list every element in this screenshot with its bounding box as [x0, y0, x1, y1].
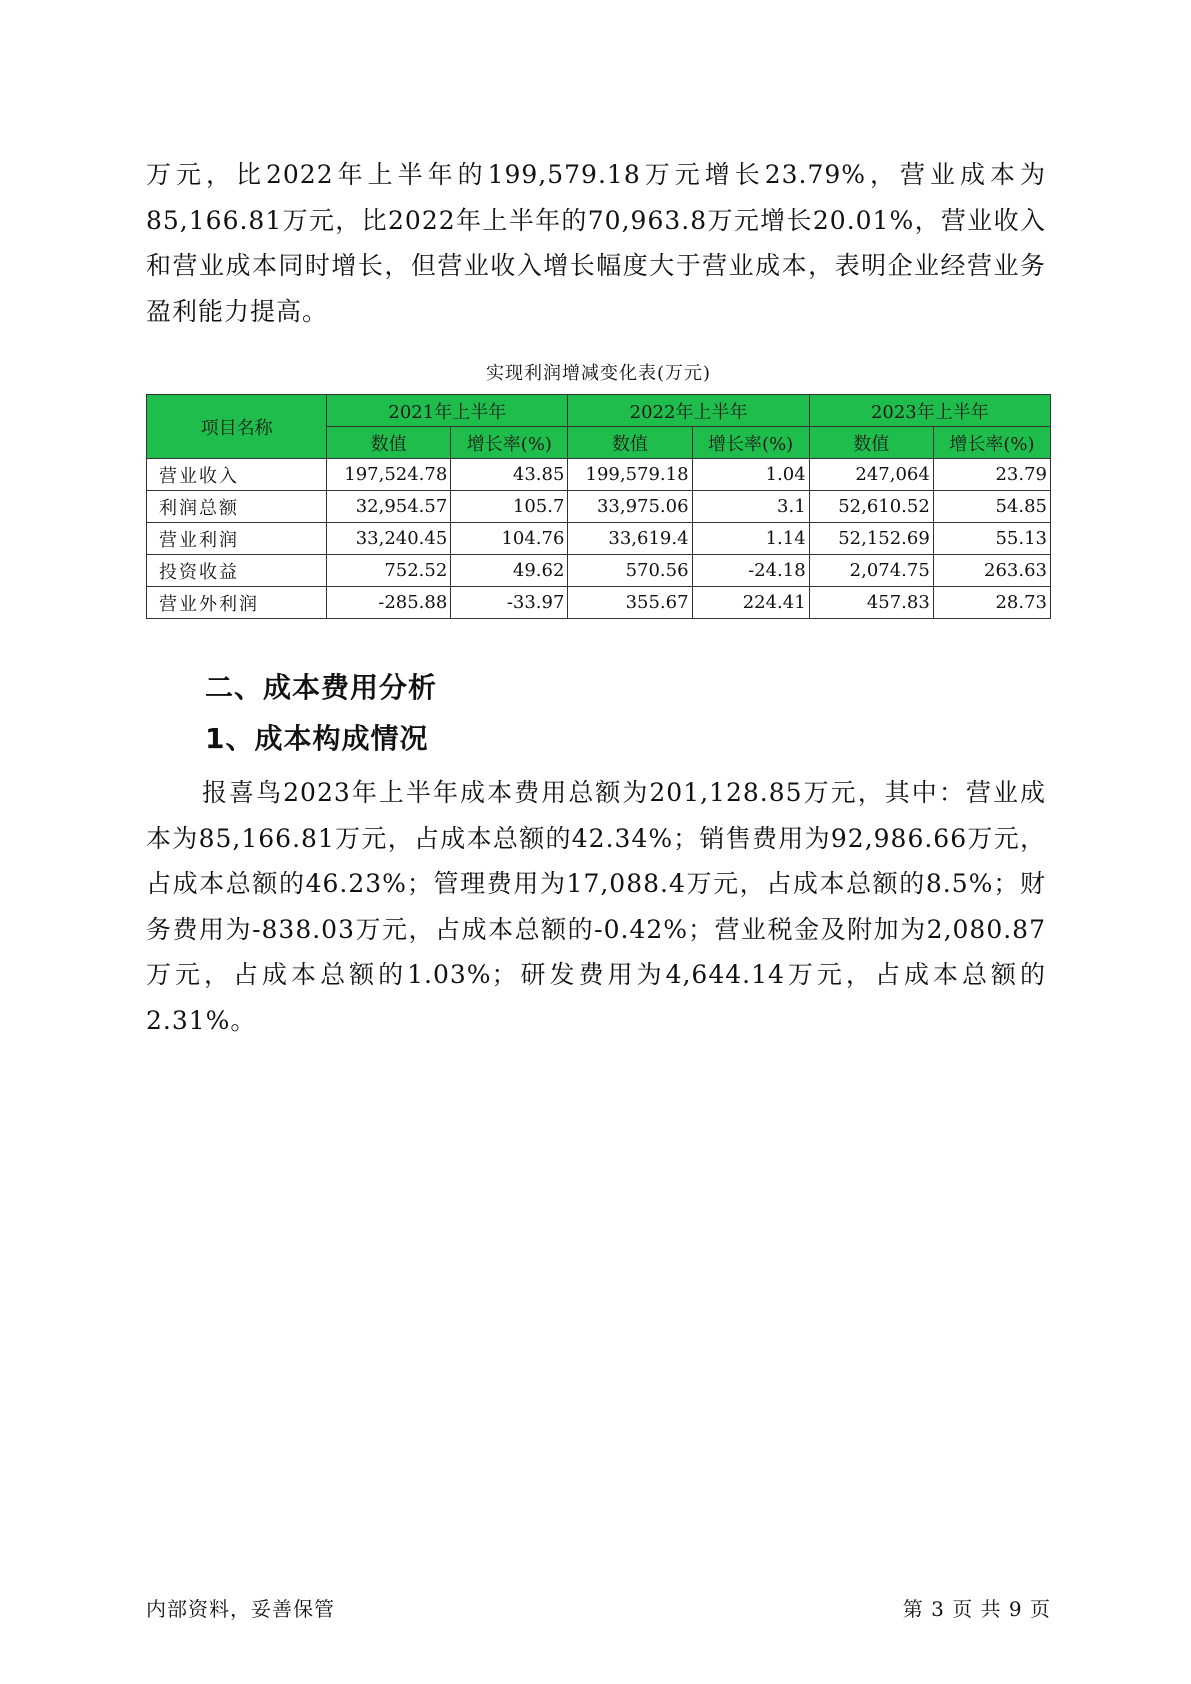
header-item-name: 项目名称	[147, 395, 327, 459]
table-cell: 3.1	[692, 491, 809, 523]
section-heading: 二、成本费用分析	[205, 671, 438, 704]
header-value: 数值	[568, 427, 692, 459]
header-value: 数值	[809, 427, 933, 459]
table-cell: 457.83	[809, 587, 933, 619]
table-cell: 355.67	[568, 587, 692, 619]
header-growth-rate: 增长率(%)	[933, 427, 1050, 459]
row-label: 投资收益	[147, 555, 327, 587]
header-growth-rate: 增长率(%)	[692, 427, 809, 459]
table-cell: 1.14	[692, 523, 809, 555]
table-row	[147, 587, 1051, 619]
table-cell: 23.79	[933, 459, 1050, 491]
table-row	[147, 459, 1051, 491]
table-cell: 263.63	[933, 555, 1050, 587]
table-cell: 1.04	[692, 459, 809, 491]
table-row	[147, 491, 1051, 523]
table-cell: 52,152.69	[809, 523, 933, 555]
footer-page-number: 第 3 页 共 9 页	[902, 1597, 1051, 1621]
table-cell: 28.73	[933, 587, 1050, 619]
table-cell: 43.85	[451, 459, 568, 491]
table-cell: 54.85	[933, 491, 1050, 523]
table-cell: -33.97	[451, 587, 568, 619]
row-label: 营业外利润	[147, 587, 327, 619]
table-cell: 33,240.45	[327, 523, 451, 555]
table-caption: 实现利润增减变化表(万元)	[485, 363, 712, 384]
table-row	[147, 555, 1051, 587]
table-cell: 32,954.57	[327, 491, 451, 523]
table-cell: 752.52	[327, 555, 451, 587]
table-cell: -24.18	[692, 555, 809, 587]
table-cell: 224.41	[692, 587, 809, 619]
table-row	[147, 523, 1051, 555]
table-header-row-periods	[147, 395, 1051, 427]
table-cell: 55.13	[933, 523, 1050, 555]
subsection-heading: 1、成本构成情况	[205, 722, 429, 755]
table-cell: 52,610.52	[809, 491, 933, 523]
table-cell: 49.62	[451, 555, 568, 587]
row-label: 营业利润	[147, 523, 327, 555]
table-cell: 105.7	[451, 491, 568, 523]
header-period-2023: 2023年上半年	[809, 395, 1050, 427]
table-cell: 247,064	[809, 459, 933, 491]
header-period-2022: 2022年上半年	[568, 395, 809, 427]
table-cell: 197,524.78	[327, 459, 451, 491]
profit-change-table	[146, 394, 1051, 619]
header-value: 数值	[327, 427, 451, 459]
table-cell: 2,074.75	[809, 555, 933, 587]
table-cell: 199,579.18	[568, 459, 692, 491]
cost-paragraph: 报喜鸟2023年上半年成本费用总额为201,128.85万元，其中：营业成本为85,166.81万元，占成本总额的42.34%；销售费用为92,986.66万元，占成本总额的46.23%；管理费用为17,088.4万元，占成本总额的8.5%；财务费用为-838.03万元，占成本总额的-0.42%；营业税金及附加为2,080.87万元，占成本总额的1.03%；研发费用为4,644.14万元，占成本总额的2.31%。	[146, 778, 1046, 1035]
row-label: 利润总额	[147, 491, 327, 523]
header-period-2021: 2021年上半年	[327, 395, 568, 427]
table-cell: -285.88	[327, 587, 451, 619]
row-label: 营业收入	[147, 459, 327, 491]
table-cell: 570.56	[568, 555, 692, 587]
table-cell: 104.76	[451, 523, 568, 555]
footer-confidential-note: 内部资料，妥善保管	[146, 1597, 335, 1621]
header-growth-rate: 增长率(%)	[451, 427, 568, 459]
table-cell: 33,975.06	[568, 491, 692, 523]
intro-paragraph: 万元，比2022年上半年的199,579.18万元增长23.79%，营业成本为85,166.81万元，比2022年上半年的70,963.8万元增长20.01%，营业收入和营业成本同时增长，但营业收入增长幅度大于营业成本，表明企业经营业务盈利能力提高。	[146, 160, 1046, 326]
table-cell: 33,619.4	[568, 523, 692, 555]
